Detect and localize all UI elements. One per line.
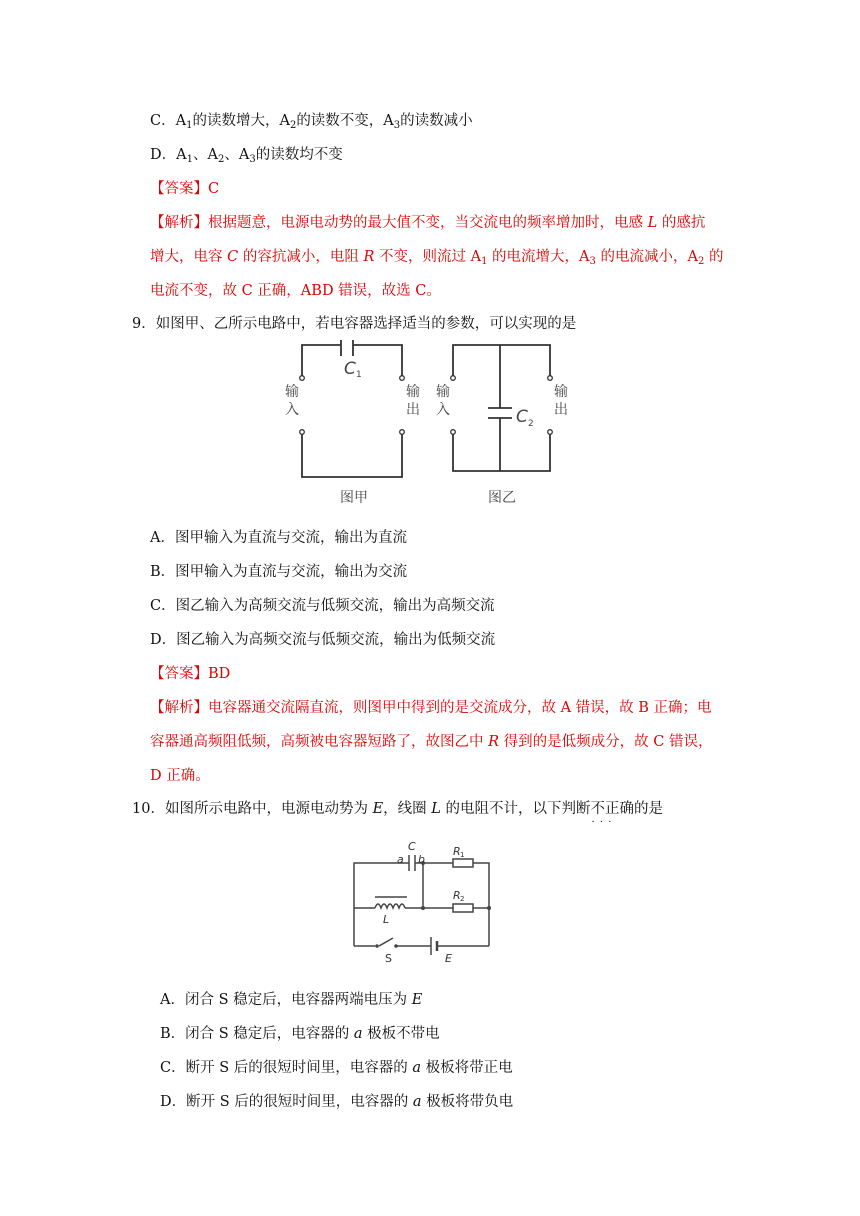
r2-sub: 2 bbox=[460, 895, 465, 903]
switch-contact-right bbox=[394, 944, 398, 948]
q9-option-d: D．图乙输入为高频交流与低频交流，输出为低频交流 bbox=[150, 632, 496, 648]
jia-in-terminal-bottom bbox=[300, 430, 305, 435]
inductor-label: L bbox=[383, 913, 390, 926]
q9-option-c: C．图乙输入为高频交流与低频交流，输出为高频交流 bbox=[150, 598, 495, 614]
q10-option-a: A．闭合 S 稳定后，电容器两端电压为 E bbox=[160, 992, 423, 1008]
q9-analysis-line-1: 【解析】电容器通交流隔直流，则图甲中得到的是交流成分，故 A 错误，故 B 正确；电 bbox=[150, 700, 712, 716]
jia-out-terminal-top bbox=[400, 376, 405, 381]
yi-in-terminal-top bbox=[451, 376, 456, 381]
inductor-l bbox=[375, 904, 405, 908]
node-middle bbox=[421, 906, 425, 910]
cap-label: C bbox=[408, 840, 416, 853]
q9-option-b: B．图甲输入为直流与交流，输出为交流 bbox=[150, 564, 408, 580]
c2-sub: 2 bbox=[528, 419, 534, 429]
yi-out-terminal-bottom bbox=[548, 430, 553, 435]
jia-in-label-2: 入 bbox=[285, 402, 299, 418]
yi-in-label-2: 入 bbox=[436, 402, 450, 418]
yi-in-terminal-bottom bbox=[451, 430, 456, 435]
q9-analysis-line-2: 容器通高频阻低频，高频被电容器短路了，故图乙中 R 得到的是低频成分，故 C 错误， bbox=[150, 734, 713, 750]
yi-out-terminal-top bbox=[548, 376, 553, 381]
yi-out-label-1: 输 bbox=[554, 384, 568, 400]
resistor-r1 bbox=[453, 859, 473, 867]
q8-analysis-line-1: 【解析】根据题意，电源电动势的最大值不变，当交流电的频率增加时，电感 L 的感抗 bbox=[150, 215, 706, 231]
q10-option-c: C．断开 S 后的很短时间里，电容器的 a 极板将带正电 bbox=[160, 1060, 513, 1076]
jia-out-label-2: 出 bbox=[406, 402, 420, 418]
resistor-r2 bbox=[453, 904, 473, 912]
r1-label: R bbox=[453, 845, 461, 858]
switch-contact-left bbox=[375, 944, 379, 948]
q9-figures bbox=[278, 340, 578, 515]
q8-analysis-line-2: 增大，电容 C 的容抗减小，电阻 R 不变，则流过 $A_1$ 的电流增大，$A_3$ 的电流减小，$A_2$ 的 bbox=[150, 249, 724, 267]
jia-in-label-1: 输 bbox=[285, 384, 299, 400]
r1-sub: 1 bbox=[460, 851, 465, 859]
q9-analysis-line-3: D 正确。 bbox=[150, 768, 210, 784]
yi-out-label-2: 出 bbox=[554, 402, 568, 418]
q10-option-d: D．断开 S 后的很短时间里，电容器的 a 极板将带负电 bbox=[160, 1094, 514, 1110]
q8-analysis-line-3: 电流不变，故 C 正确，ABD 错误，故选 C。 bbox=[150, 283, 441, 299]
switch-label: S bbox=[385, 952, 392, 965]
switch-s bbox=[379, 938, 393, 946]
c1-label: C bbox=[344, 359, 356, 379]
plate-a-label: a bbox=[397, 853, 404, 866]
q10-stem: 10．如图所示电路中，电源电动势为 E，线圈 L 的电阻不计，以下判断不正确 · · ·的是 bbox=[132, 799, 663, 819]
c1-sub: 1 bbox=[356, 370, 362, 380]
yi-caption: 图乙 bbox=[488, 490, 516, 506]
q8-answer: 【答案】C bbox=[150, 181, 220, 197]
emf-label: E bbox=[445, 952, 452, 965]
jia-out-label-1: 输 bbox=[406, 384, 420, 400]
c2-label: C bbox=[516, 407, 528, 427]
r2-label: R bbox=[453, 889, 461, 902]
q10-circuit-figure bbox=[345, 830, 505, 970]
jia-caption: 图甲 bbox=[340, 490, 368, 506]
q8-option-c: C．$A_1$的读数增大，$A_2$的读数不变，$A_3$的读数减小 bbox=[150, 113, 473, 131]
q9-option-a: A．图甲输入为直流与交流，输出为直流 bbox=[150, 530, 407, 546]
q10-option-b: B．闭合 S 稳定后，电容器的 a 极板不带电 bbox=[160, 1026, 440, 1042]
yi-in-label-1: 输 bbox=[436, 384, 450, 400]
q9-stem: 9．如图甲、乙所示电路中，若电容器选择适当的参数，可以实现的是 bbox=[132, 316, 577, 332]
jia-out-terminal-bottom bbox=[400, 430, 405, 435]
node-right bbox=[487, 906, 491, 910]
q8-option-d: D．$A_1$、$A_2$、$A_3$的读数均不变 bbox=[150, 147, 343, 165]
wire-r1-right bbox=[473, 863, 489, 946]
q9-answer: 【答案】BD bbox=[150, 666, 231, 682]
q10-emphasis-not-correct: 不正确 · · · bbox=[591, 801, 635, 817]
plate-b-label: b bbox=[418, 853, 425, 866]
jia-in-terminal-top bbox=[300, 376, 305, 381]
